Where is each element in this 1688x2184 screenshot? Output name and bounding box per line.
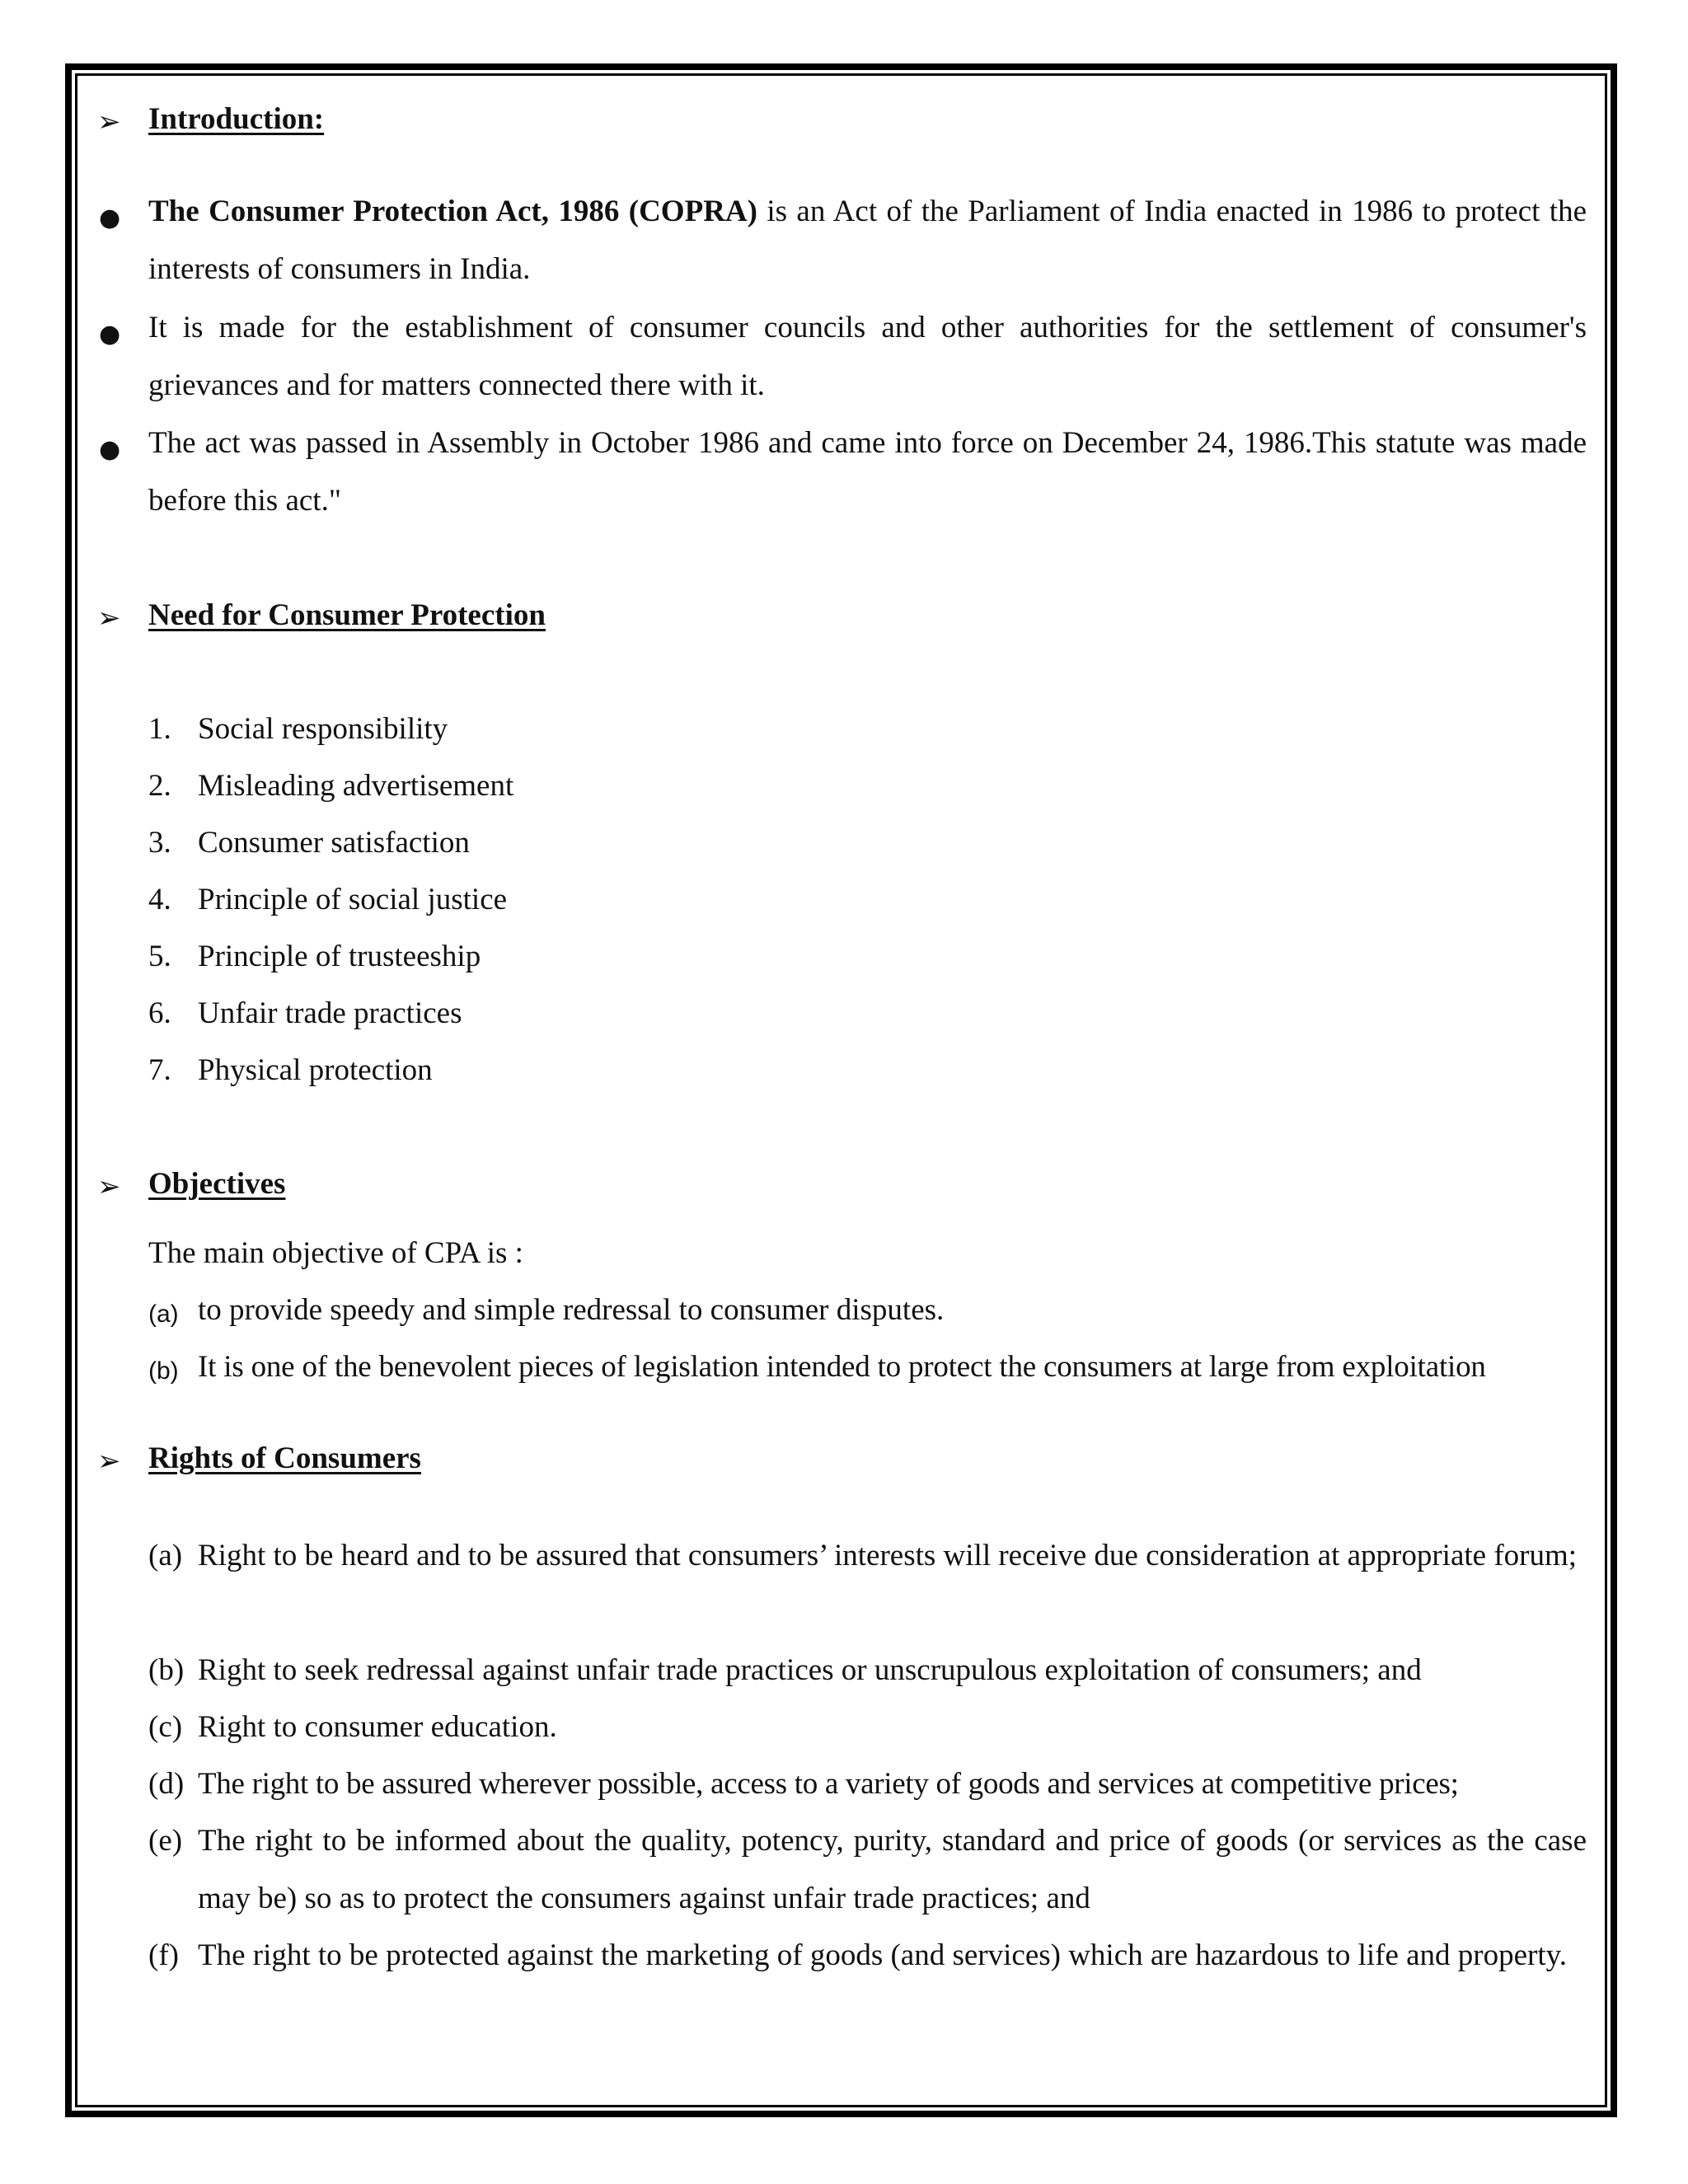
objective-label: (a) [148, 1301, 179, 1328]
need-item-text: Misleading advertisement [198, 769, 514, 803]
right-text: The right to be informed about the quality, potency, purity, standard and price of goods (or services as the case may be) so as to protect the consumers against unfair trade practices; and [198, 1824, 1587, 1915]
intro-bullet-1-rest: is an Act of the Parliament of India enacted in 1986 to protect the interests of consumers in India. [148, 194, 1587, 286]
arrow-bullet-icon: ➢ [97, 105, 121, 138]
bullet-icon: ● [99, 435, 121, 464]
arrow-bullet-icon: ➢ [97, 1445, 121, 1478]
right-text: Right to seek redressal against unfair trade practices or unscrupulous exploitation of consumers; and [198, 1653, 1422, 1687]
section-heading-rights: Rights of Consumers [148, 1441, 421, 1475]
section-heading-introduction: Introduction: [148, 102, 325, 136]
bullet-icon: ● [99, 204, 121, 232]
need-item-text: Social responsibility [198, 712, 448, 746]
intro-bullet-1 [148, 183, 1587, 298]
need-item-number: 4. [148, 883, 171, 916]
need-item-text: Unfair trade practices [198, 996, 462, 1030]
right-label: (f) [148, 1938, 179, 1972]
need-item-number: 1. [148, 712, 171, 746]
right-text: Right to be heard and to be assured that consumers’ interests will receive due consideration at appropriate forum; [198, 1539, 1578, 1572]
arrow-bullet-icon: ➢ [97, 1170, 121, 1203]
intro-bullet-1-bold: The Consumer Protection Act, 1986 (COPRA) [148, 194, 757, 228]
need-item-text: Principle of social justice [198, 883, 508, 916]
need-item-text: Consumer satisfaction [198, 826, 470, 860]
right-text: The right to be protected against the marketing of goods (and services) which are hazardous to life and property. [198, 1938, 1567, 1972]
right-label: (b) [148, 1653, 185, 1687]
need-item-number: 5. [148, 940, 171, 973]
intro-bullet-2: It is made for the establishment of consumer councils and other authorities for the settlement of consumer's grievances and for matters connected there with it. [148, 311, 1587, 402]
objective-text: to provide speedy and simple redressal to consumer disputes. [198, 1293, 945, 1327]
section-heading-objectives: Objectives [148, 1167, 286, 1201]
bullet-icon: ● [99, 320, 121, 349]
objectives-intro: The main objective of CPA is : [148, 1236, 523, 1270]
need-item-text: Principle of trusteeship [198, 940, 481, 973]
right-text: The right to be assured wherever possible, access to a variety of goods and services at competitive prices; [198, 1767, 1459, 1801]
arrow-bullet-icon: ➢ [97, 602, 121, 635]
objective-text: It is one of the benevolent pieces of legislation intended to protect the consumers at large from exploitation [198, 1350, 1486, 1384]
right-label: (a) [148, 1539, 183, 1572]
need-item-number: 3. [148, 826, 171, 860]
right-label: (c) [148, 1710, 183, 1744]
need-item-number: 7. [148, 1053, 171, 1087]
need-item-number: 2. [148, 769, 171, 803]
right-label: (e) [148, 1824, 183, 1858]
need-item-text: Physical protection [198, 1053, 433, 1087]
objective-label: (b) [148, 1357, 179, 1385]
section-heading-need: Need for Consumer Protection [148, 598, 546, 632]
need-item-number: 6. [148, 996, 171, 1030]
right-text: Right to consumer education. [198, 1710, 557, 1744]
right-label: (d) [148, 1767, 185, 1801]
intro-bullet-3: The act was passed in Assembly in October 1986 and came into force on December 24, 1986.This statute was made before this act." [148, 426, 1587, 518]
